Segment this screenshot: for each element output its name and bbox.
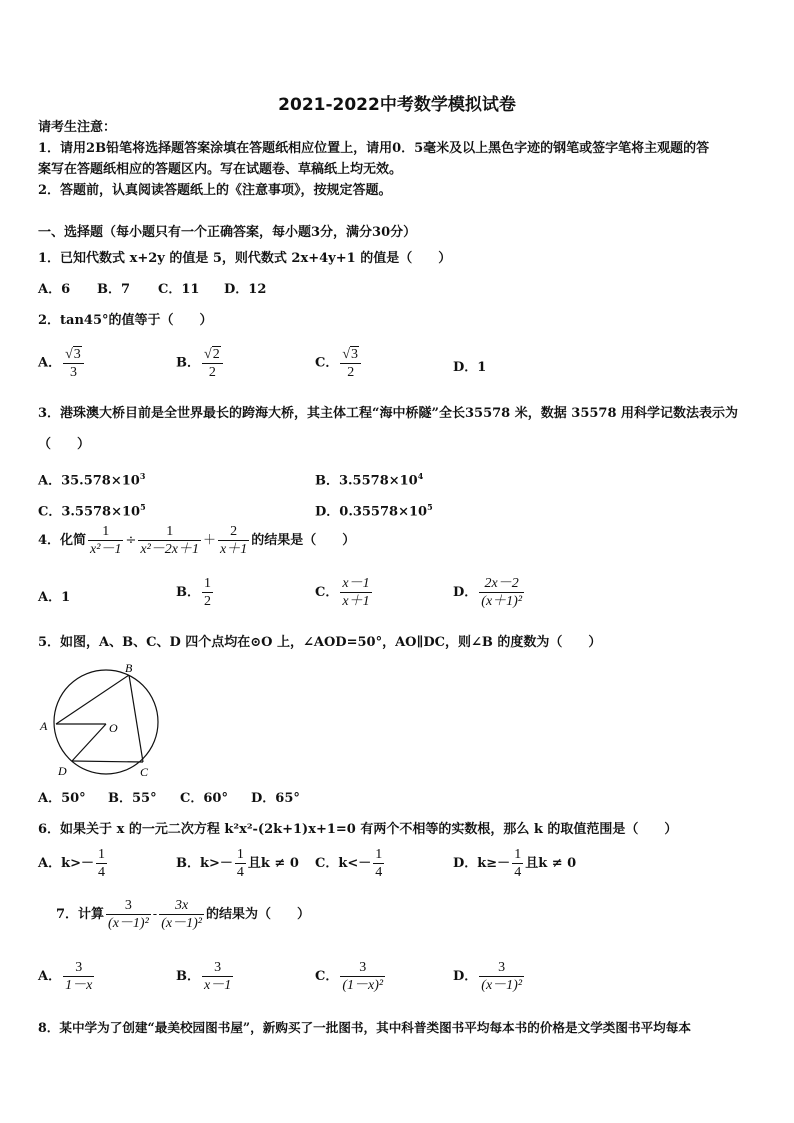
q3-option-a: A．$35.578\times 10^3$ bbox=[38, 471, 146, 489]
q5-option-c: C．60° bbox=[180, 791, 228, 806]
q2-option-c bbox=[315, 346, 363, 381]
q7-option-c: C． $\frac{3}{\text{(1－x)²}}$ bbox=[315, 960, 384, 993]
q6-option-a: A．k>－ $\frac{1}{4}$ bbox=[38, 847, 105, 880]
q2-a-label: A． bbox=[38, 355, 62, 371]
q4-option-d: D． $\frac{2x-2}{\text{(x＋1)²}}$ bbox=[453, 576, 523, 609]
q4-c-fraction: $\frac{x-1}{x+1}$ bbox=[342, 576, 370, 609]
q7-b-fraction: $\frac{3}{x-1}$ bbox=[204, 960, 232, 993]
q4-stem: 4．化简 $\frac{1}{\text{x²－1}}$ ÷ $\frac{1}{\text{x²－2x＋1}}$ ＋ $\frac{2}{x+1}$ 的结果是（ ） bbox=[38, 524, 356, 557]
q2-a-fraction: $\frac{√3}{3}$ bbox=[63, 346, 84, 381]
q2-option-b bbox=[176, 346, 225, 381]
q3-option-d: D．$0.35578\times 10^5$ bbox=[315, 502, 433, 520]
q5-option-a: A．50° bbox=[38, 791, 86, 806]
q4-fraction-1: $\frac{1}{\text{x²－1}}$ bbox=[90, 524, 122, 557]
q7-option-b: B． $\frac{3}{x-1}$ bbox=[176, 960, 232, 993]
label-d: D bbox=[58, 764, 67, 778]
q6-c-fraction: $\frac{1}{4}$ bbox=[375, 847, 383, 880]
q2-b-fraction: $\frac{√2}{2}$ bbox=[202, 346, 223, 381]
q1-option-a: A．6 bbox=[38, 282, 71, 297]
page-title: 2021-2022中考数学模拟试卷 bbox=[278, 95, 516, 115]
q3-option-b: B．$3.5578\times 10^4$ bbox=[315, 471, 424, 489]
q1-option-d: D．12 bbox=[224, 282, 267, 297]
q7-a-fraction: $\frac{3}{1-x}$ bbox=[65, 960, 93, 993]
q6-option-b: B．k>－ $\frac{1}{4}$ 且k ≠ 0 bbox=[176, 847, 299, 880]
q2-c-fraction: $\frac{√3}{2}$ bbox=[340, 346, 361, 381]
q3-option-c: C．$3.5578\times 10^5$ bbox=[38, 502, 146, 520]
q4-b-fraction: $\frac{1}{2}$ bbox=[204, 576, 211, 609]
q3-stem-b: （ ） bbox=[38, 437, 91, 452]
notice-item-1a: 1．请用2B铅笔将选择题答案涂填在答题纸相应位置上，请用0．5毫米及以上黑色字迹的钢笔或签字笔将主观题的答 bbox=[38, 141, 710, 156]
label-c: C bbox=[140, 765, 149, 779]
q1-option-c: C．11 bbox=[158, 282, 200, 297]
q1-stem: 1．已知代数式 x+2y 的值是 5，则代数式 2x+4y+1 的值是（ ） bbox=[38, 251, 452, 266]
q2-option-d: D．1 bbox=[453, 360, 487, 375]
circle-diagram bbox=[38, 658, 166, 782]
q4-fraction-2: $\frac{1}{\text{x²－2x＋1}}$ bbox=[140, 524, 199, 557]
q7-fraction-1: $\frac{3}{\text{(x－1)²}}$ bbox=[108, 898, 149, 931]
q4-option-b: B． $\frac{1}{2}$ bbox=[176, 576, 211, 609]
label-a: A bbox=[40, 719, 48, 733]
q3-stem-a: 3．港珠澳大桥目前是全世界最长的跨海大桥，其主体工程“海中桥隧”全长35578 米，数据 35578 用科学记数法表示为 bbox=[38, 406, 739, 421]
q8-stem: 8．某中学为了创建“最美校园图书屋”，新购买了一批图书，其中科普类图书平均每本书的价格是文学类图书平均每本 bbox=[38, 1020, 691, 1035]
q7-stem: 7．计算 $\frac{3}{\text{(x－1)²}}$ - $\frac{3x}{\text{(x－1)²}}$ 的结果为（ ） bbox=[56, 898, 310, 931]
q6-option-c: C．k<－ $\frac{1}{4}$ bbox=[315, 847, 383, 880]
q7-option-d: D． $\frac{3}{\text{(x－1)²}}$ bbox=[453, 960, 523, 993]
q2-option-a bbox=[38, 346, 86, 381]
q7-option-a: A． $\frac{3}{1-x}$ bbox=[38, 960, 93, 993]
segment-ab bbox=[56, 675, 129, 724]
q6-b-fraction: $\frac{1}{4}$ bbox=[236, 847, 244, 880]
segment-dc bbox=[72, 761, 143, 762]
q2-b-label: B． bbox=[176, 355, 200, 371]
q5-stem: 5．如图，A、B、C、D 四个点均在⊙O 上，∠AOD=50°，AO∥DC，则∠B 的度数为（ ） bbox=[38, 635, 602, 650]
q2-c-label: C． bbox=[315, 355, 339, 371]
q6-a-fraction: $\frac{1}{4}$ bbox=[98, 847, 105, 880]
q7-fraction-2: $\frac{3x}{\text{(x－1)²}}$ bbox=[161, 898, 202, 931]
label-o: O bbox=[109, 721, 118, 735]
q5-option-d: D．65° bbox=[251, 791, 300, 806]
q6-stem: 6．如果关于 x 的一元二次方程 k²x²-(2k+1)x+1=0 有两个不相等的实数根，那么 k 的取值范围是（ ） bbox=[38, 822, 678, 837]
segment-od bbox=[72, 724, 106, 761]
q6-option-d: D．k≥－ $\frac{1}{4}$ 且k ≠ 0 bbox=[453, 847, 577, 880]
label-b: B bbox=[125, 661, 133, 675]
notice-heading: 请考生注意： bbox=[38, 120, 117, 135]
q7-d-fraction: $\frac{3}{\text{(x－1)²}}$ bbox=[481, 960, 523, 993]
q4-d-fraction: $\frac{2x-2}{\text{(x＋1)²}}$ bbox=[481, 576, 523, 609]
q4-option-c: C． $\frac{x-1}{x+1}$ bbox=[315, 576, 370, 609]
segment-bc bbox=[129, 675, 143, 762]
q5-option-b: B．55° bbox=[108, 791, 157, 806]
q2-stem: 2．tan45°的值等于（ ） bbox=[38, 313, 213, 328]
q6-d-fraction: $\frac{1}{4}$ bbox=[514, 847, 522, 880]
q4-fraction-3: $\frac{2}{x+1}$ bbox=[220, 524, 248, 557]
q1-option-b: B．7 bbox=[97, 282, 131, 297]
notice-item-1b: 案写在答题纸相应的答题区内。写在试题卷、草稿纸上均无效。 bbox=[38, 162, 403, 177]
section-heading: 一、选择题（每小题只有一个正确答案，每小题3分，满分30分） bbox=[38, 225, 417, 240]
q7-c-fraction: $\frac{3}{\text{(1－x)²}}$ bbox=[342, 960, 384, 993]
notice-item-2: 2．答题前，认真阅读答题纸上的《注意事项》，按规定答题。 bbox=[38, 183, 392, 198]
q4-option-a: A．1 bbox=[38, 590, 71, 605]
